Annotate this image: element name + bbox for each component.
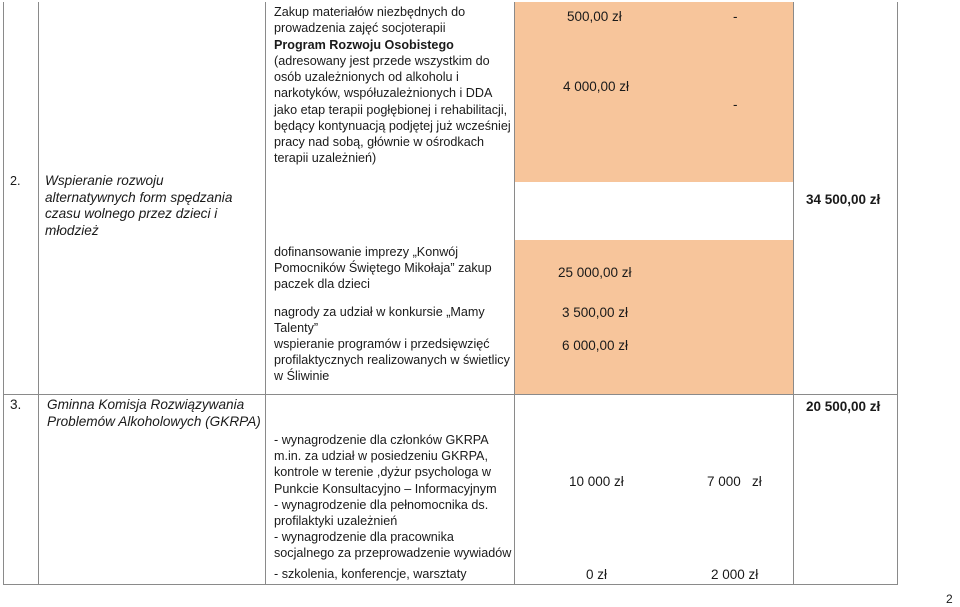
- section3-number: 3.: [10, 397, 22, 412]
- table-border-col4: [793, 2, 794, 584]
- section3-task2-text: - szkolenia, konferencje, warsztaty: [274, 567, 467, 581]
- section3-total: 20 500,00 zł: [806, 399, 881, 414]
- table-border-bottom: [3, 584, 898, 585]
- table-border-col3: [514, 2, 515, 584]
- section2-task1-description: (adresowany jest przede wszystkim do osób uzależnionych od alkoholu i narkotyków, współuzależnionych i DDA jako etap terapii pogłębionej i rehabilitacji, będący kontynuacją podjętej już wcześniej pracy nad sobą, głównie w ośrodkach terapii uzależnień): [274, 54, 511, 166]
- section2-task3-amount2: 6 000,00 zł: [562, 338, 629, 353]
- section2-task1-program-name: Program Rozwoju Osobistego: [274, 38, 454, 52]
- table-border-col2: [265, 2, 266, 584]
- section2-task3-text1: nagrody za udział w konkursie „Mamy Talenty”: [274, 305, 485, 336]
- section2-amount-highlight-lower: [514, 240, 793, 395]
- section2-title: Wspieranie rozwoju alternatywnych form spędzania czasu wolnego przez dzieci i młodzież: [45, 173, 233, 238]
- section2-task1-line1: Zakup materiałów niezbędnych do prowadzenia zajęć socjoterapii: [274, 5, 466, 36]
- table-border-left: [3, 2, 4, 584]
- section2-task3-amount1: 3 500,00 zł: [562, 305, 629, 320]
- section3-task2-amount-b: 2 000 zł: [711, 567, 759, 582]
- section2-task1-amount-a-dash: -: [733, 9, 738, 24]
- section2-task1-amount-b-dash: -: [733, 97, 738, 112]
- section2-total: 34 500,00 zł: [806, 192, 881, 207]
- page-number: 2: [946, 592, 953, 606]
- section2-task1-amount-b: 4 000,00 zł: [563, 79, 630, 94]
- section2-task2-amount: 25 000,00 zł: [558, 265, 632, 280]
- table-border-right: [897, 2, 898, 584]
- section2-task2-text: dofinansowanie imprezy „Konwój Pomocników Świętego Mikołaja” zakup paczek dla dzieci: [274, 245, 492, 292]
- table-border-col1: [38, 2, 39, 584]
- table-border-row-sep: [3, 394, 898, 395]
- section2-number: 2.: [10, 174, 21, 188]
- section2-task3-text2: wspieranie programów i przedsięwzięć profilaktycznych realizowanych w świetlicy w Śliwinie: [274, 337, 510, 384]
- section3-task1-amount-a: 10 000 zł: [569, 474, 624, 489]
- section3-title: Gminna Komisja Rozwiązywania Problemów Alkoholowych (GKRPA): [47, 397, 261, 429]
- section3-task1-text: - wynagrodzenie dla członków GKRPA m.in. za udział w posiedzeniu GKRPA, kontrole w terenie ,dyżur psychologa w Punkcie Konsultacyjno – Informacyjnym - wynagrodzenie dla pełnomocnika ds. profilaktyki uzależnień - wynagrodzenie dla pracownika socjalnego za przeprowadzenie wywiadów: [274, 433, 512, 561]
- section3-task2-amount-a: 0 zł: [586, 567, 608, 582]
- section2-amount-highlight: [514, 2, 793, 182]
- section3-task1-amount-b: 7 000 zł: [707, 474, 762, 489]
- section2-task1-amount-a: 500,00 zł: [567, 9, 622, 24]
